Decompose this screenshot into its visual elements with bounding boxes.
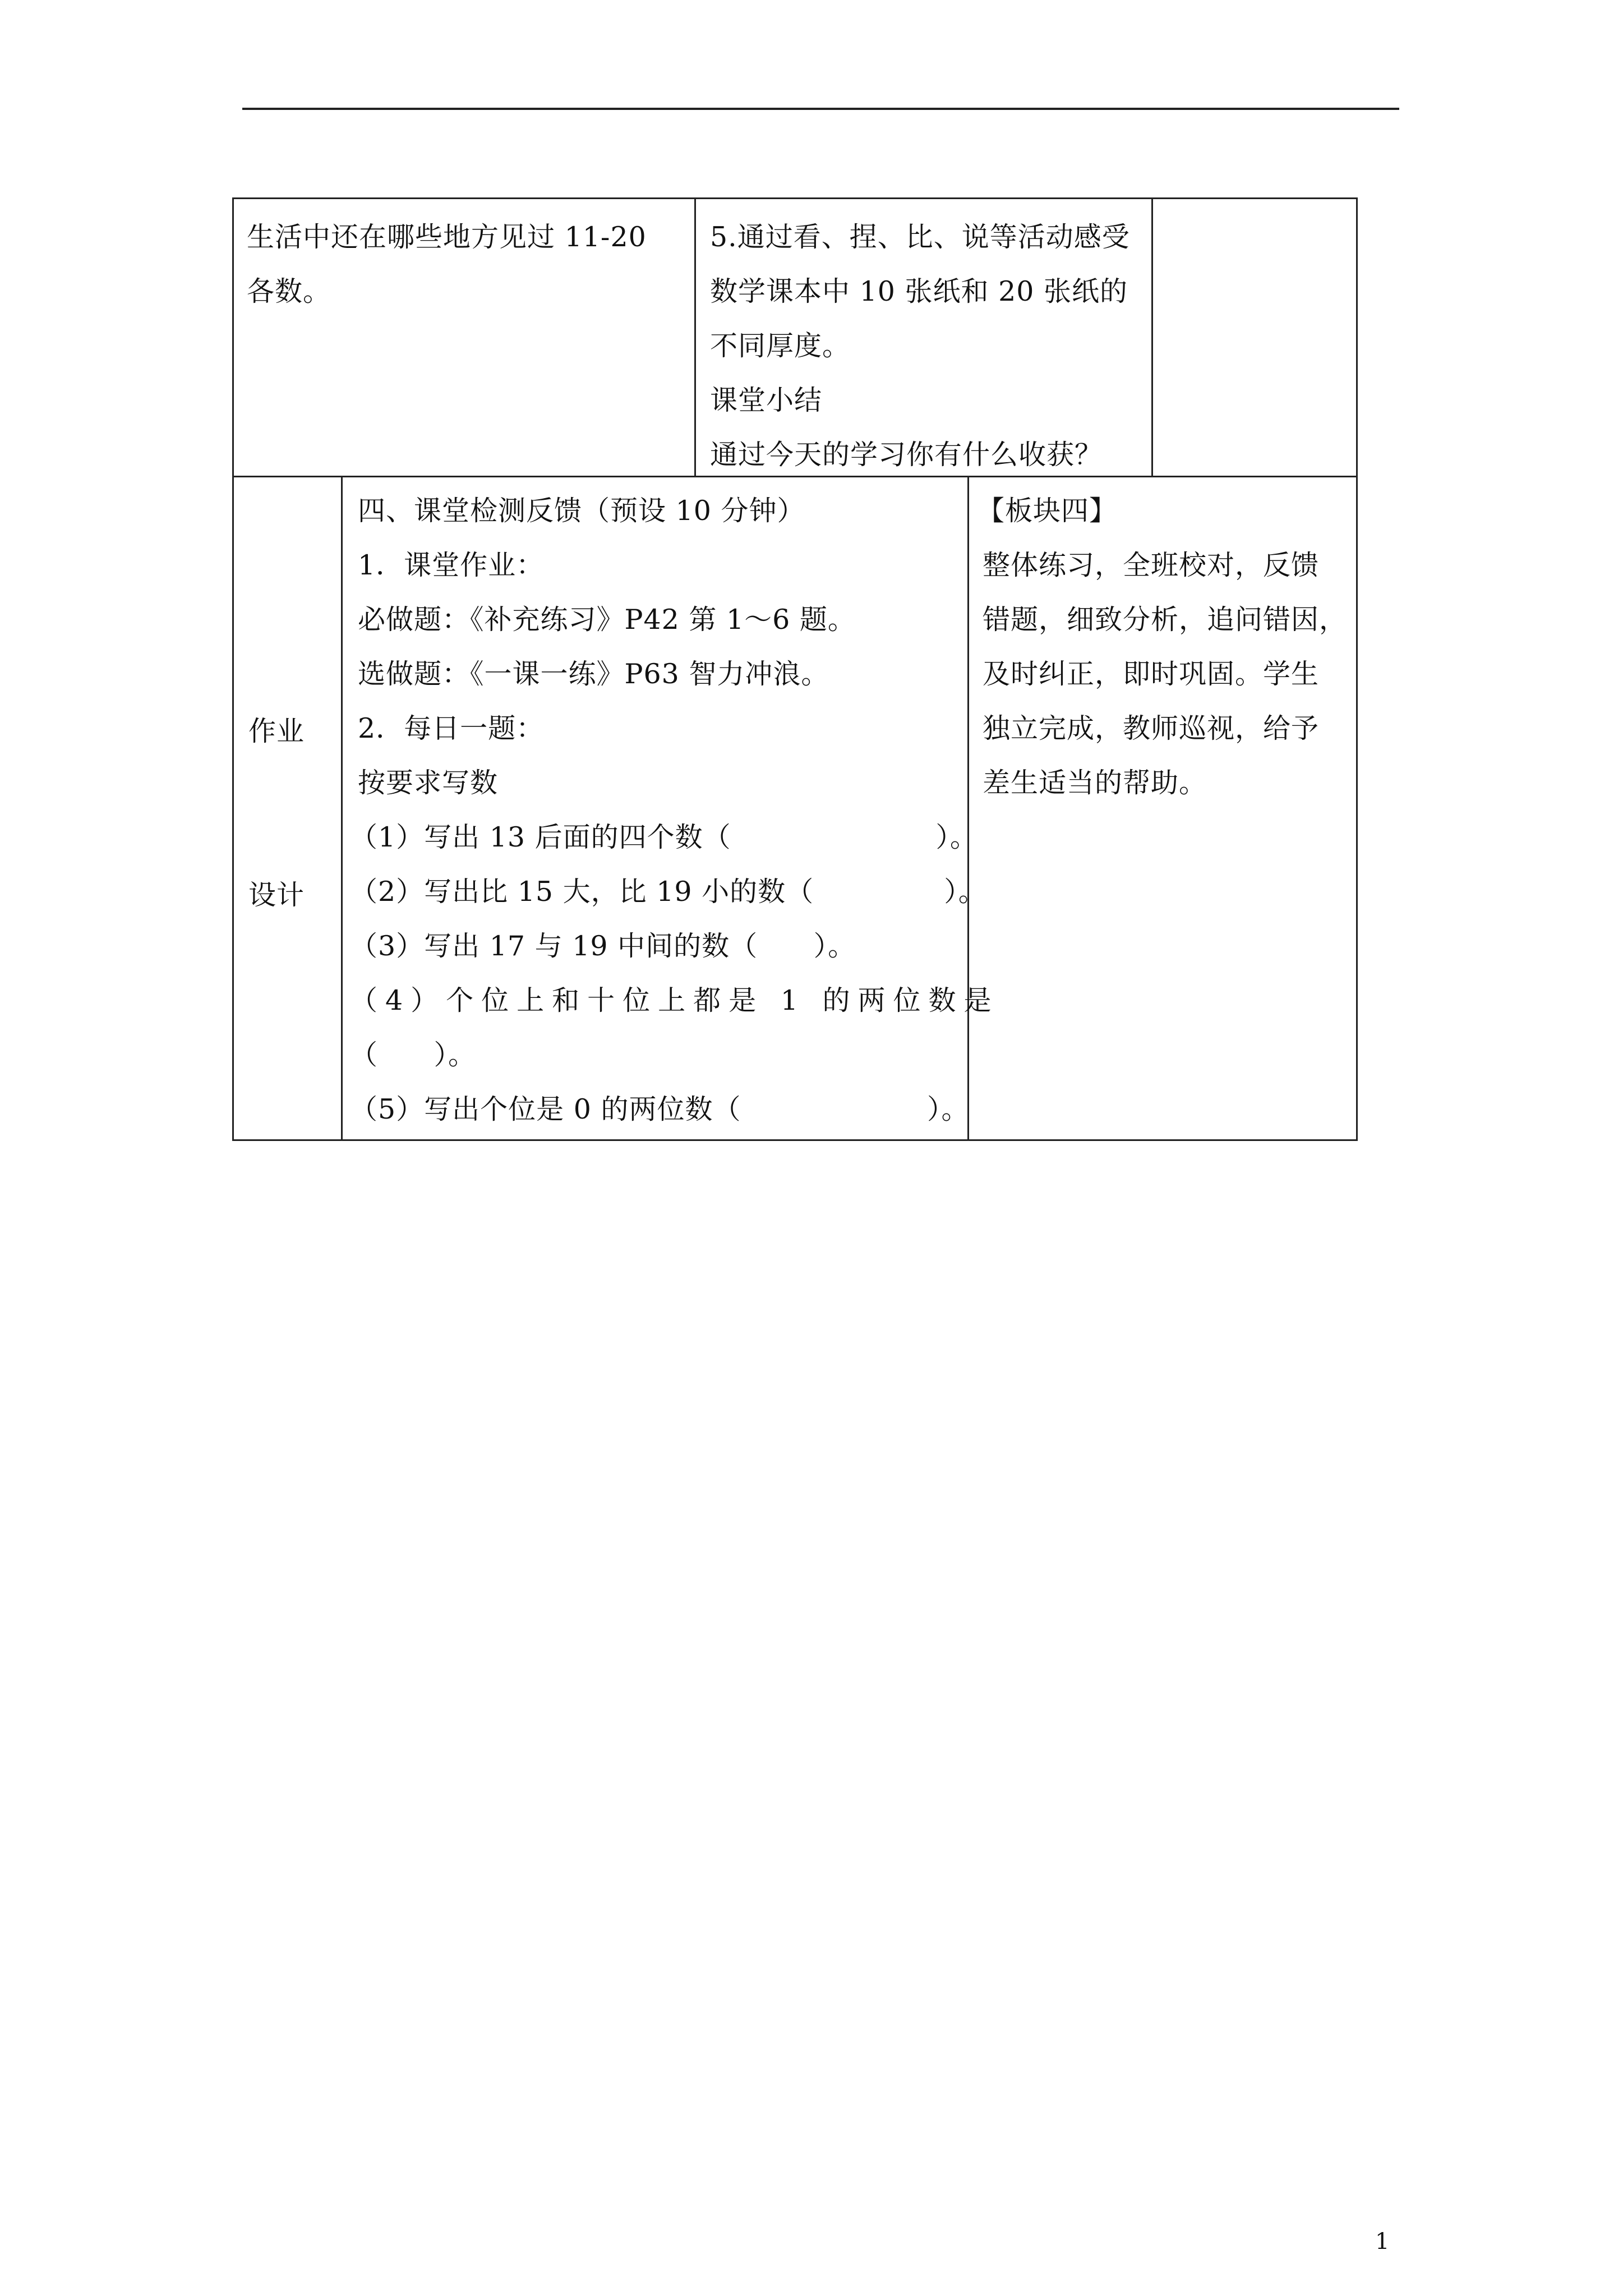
homework-content-cell xyxy=(350,484,999,1137)
homework-required: 必做题：《补充练习》P42 第 1～6 题。 xyxy=(358,604,856,636)
top-left-cell xyxy=(247,210,690,473)
top-left-line-2: 各数。 xyxy=(247,275,331,307)
top-row-divider-2 xyxy=(1151,197,1153,477)
homework-question-4-blank: （ ）。 xyxy=(350,1039,476,1071)
homework-label-top: 作业 xyxy=(248,715,305,747)
homework-question-2: （2）写出比 15 大，比 19 小的数（ ）。 xyxy=(350,876,986,908)
notes-line-5: 差生适当的帮助。 xyxy=(983,767,1207,799)
top-middle-line-3: 不同厚度。 xyxy=(710,330,851,362)
homework-question-5: （5）写出个位是 0 的两位数（ ）。 xyxy=(350,1093,970,1125)
homework-heading: 四、课堂检测反馈（预设 10 分钟） xyxy=(358,495,805,527)
top-middle-line-2: 数学课本中 10 张纸和 20 张纸的 xyxy=(710,275,1128,307)
notes-line-2: 错题，细致分析，追问错因， xyxy=(983,604,1348,636)
homework-row-divider-2 xyxy=(967,476,969,1141)
homework-instruction: 按要求写数 xyxy=(358,767,499,799)
notes-section-title: 【板块四】 xyxy=(977,495,1118,527)
homework-optional: 选做题：《一课一练》P63 智力冲浪。 xyxy=(358,658,829,690)
page-number: 1 xyxy=(1375,2229,1390,2254)
notes-line-1: 整体练习，全班校对，反馈 xyxy=(983,549,1320,581)
top-left-line-1: 生活中还在哪些地方见过 11-20 xyxy=(247,221,647,253)
top-row-divider-1 xyxy=(694,197,696,477)
homework-question-1: （1）写出 13 后面的四个数（ ）。 xyxy=(350,821,978,853)
homework-question-4: （4）个位上和十位上都是 1 的两位数是 xyxy=(350,984,999,1016)
table-border-top xyxy=(232,197,1358,199)
class-summary-heading: 课堂小结 xyxy=(710,384,823,416)
homework-notes-cell xyxy=(977,484,1354,1137)
homework-label-bottom: 设计 xyxy=(248,879,305,911)
top-middle-line-1: 5.通过看、捏、比、说等活动感受 xyxy=(710,221,1130,253)
homework-item-2: 2．每日一题： xyxy=(358,712,545,744)
homework-label-cell xyxy=(234,477,341,1139)
table-border-right xyxy=(1356,197,1358,1141)
table-border-bottom xyxy=(232,1139,1358,1141)
homework-row-divider-1 xyxy=(341,476,343,1141)
homework-item-1: 1．课堂作业： xyxy=(358,549,545,581)
top-middle-cell xyxy=(710,210,1147,473)
homework-question-3: （3）写出 17 与 19 中间的数（ ）。 xyxy=(350,930,856,962)
class-summary-question: 通过今天的学习你有什么收获？ xyxy=(710,439,1103,471)
header-rule xyxy=(242,108,1399,110)
notes-line-3: 及时纠正，即时巩固。学生 xyxy=(983,658,1320,690)
notes-line-4: 独立完成，教师巡视，给予 xyxy=(983,712,1320,744)
